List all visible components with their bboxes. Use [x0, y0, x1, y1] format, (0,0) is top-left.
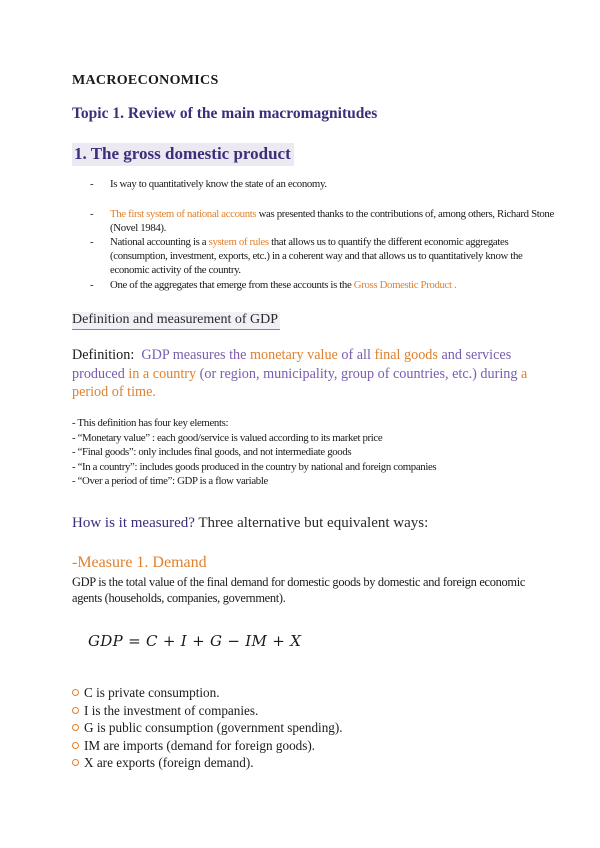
variable-text: X are exports (foreign demand). — [84, 755, 254, 770]
list-item: - “Final goods”: only includes final goods, and not intermediate goods — [72, 446, 352, 458]
bullet-text-pre: National accounting is a — [110, 236, 209, 248]
definition-highlight: a period of time. — [72, 365, 528, 400]
bullet-highlight: The first system of national accounts — [110, 208, 257, 220]
list-item: - This definition has four key elements: — [72, 417, 229, 429]
list-item — [72, 702, 343, 720]
list-item: - “Over a period of time”: GDP is a flow variable — [72, 475, 268, 487]
circle-bullet-icon — [72, 759, 79, 766]
list-item — [72, 684, 343, 702]
bullet-highlight: Gross Domestic Product . — [353, 279, 457, 291]
variable-text: I is the investment of companies. — [84, 702, 259, 718]
bullet-1 — [90, 177, 550, 191]
section-title: 1. The gross domestic product — [72, 143, 294, 166]
definition-label: Definition: — [72, 347, 135, 363]
definition-highlight: monetary value — [249, 347, 338, 363]
definition-highlight: in a country — [128, 365, 197, 382]
how-question: How is it measured? — [72, 515, 195, 531]
list-item: - “In a country”: includes goods produced in the country by national and foreign companies — [72, 460, 437, 473]
bullet-4 — [90, 278, 558, 292]
bullet-text-pre: One of the aggregates that emerge from these accounts is the — [110, 279, 354, 291]
list-item — [72, 754, 343, 772]
definition-paragraph — [72, 346, 552, 402]
bullet-dash: - — [90, 178, 94, 190]
variable-text: C is private consumption. — [84, 685, 220, 700]
bullet-dash: - — [90, 208, 94, 220]
variables-list — [72, 684, 343, 772]
how-answer: Three alternative but equivalent ways: — [194, 515, 429, 531]
bullet-text: Is way to quantitatively know the state of an economy. — [110, 178, 327, 190]
bullet-2 — [90, 207, 555, 235]
circle-bullet-icon — [72, 689, 79, 696]
key-elements-list — [72, 416, 436, 489]
document-heading: MACROECONOMICS — [72, 73, 219, 88]
list-item — [72, 719, 343, 737]
variable-text: G is public consumption (government spending). — [84, 720, 343, 735]
definition-part: (or region, municipality, group of countries, etc.) during — [196, 365, 522, 382]
bullet-text: was presented thanks to the contributions of, among others, Richard Stone (Novel 1984). — [110, 208, 554, 234]
bullet-text: that allows us to quantify the different economic aggregates (consumption, investment, exports, etc.) in a coherent way and that allows us to quantitatively know the economic activity of the country. — [110, 236, 523, 276]
bullet-3 — [90, 235, 558, 277]
gdp-formula: GDP = C + I + G − IM + X — [88, 632, 302, 650]
definition-part: and services produced — [72, 347, 512, 382]
definition-part: of all — [337, 347, 375, 363]
list-item: - “Monetary value” : each good/service is valued according to its market price — [72, 431, 383, 444]
circle-bullet-icon — [72, 707, 79, 714]
bullet-highlight: system of rules — [208, 236, 269, 248]
definition-part: GDP measures the — [141, 347, 250, 363]
measure-text: GDP is the total value of the final demand for domestic goods by domestic and foreign economic agents (households, companies, government). — [72, 575, 526, 605]
circle-bullet-icon — [72, 742, 79, 749]
variable-text: IM are imports (demand for foreign goods). — [84, 737, 316, 753]
topic-title: Topic 1. Review of the main macromagnitudes — [72, 105, 378, 122]
bullet-dash: - — [90, 236, 94, 248]
how-measured-line — [72, 515, 428, 532]
list-item — [72, 737, 343, 755]
measure-heading: -Measure 1. Demand — [72, 554, 207, 571]
subheading: Definition and measurement of GDP — [72, 312, 280, 330]
definition-highlight: final goods — [374, 347, 438, 363]
circle-bullet-icon — [72, 724, 79, 731]
bullet-dash: - — [90, 279, 94, 291]
